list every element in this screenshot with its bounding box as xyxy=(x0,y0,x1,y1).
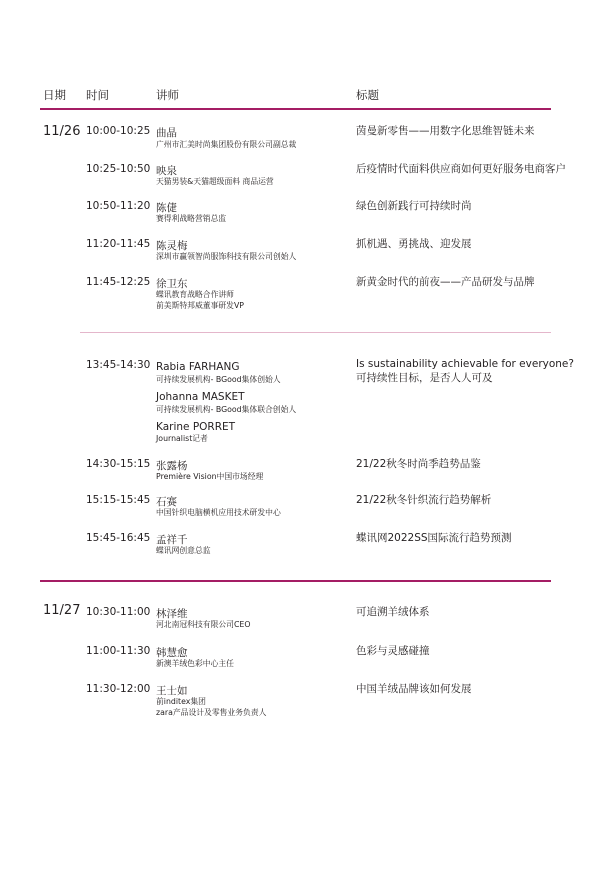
session-title: 中国羊绒品牌该如何发展 xyxy=(356,683,472,695)
session-title: 色彩与灵感碰撞 xyxy=(356,645,430,657)
speaker-name: 徐卫东 xyxy=(156,278,188,290)
session-title-zh: 可持续性目标，是否人人可及 xyxy=(356,372,493,384)
header-title: 标题 xyxy=(356,88,379,102)
speaker-role: zara产品设计及零售业务负责人 xyxy=(156,708,267,717)
speaker-role: 赛得利战略营销总监 xyxy=(156,214,227,223)
speaker-role: 蝶讯网创意总监 xyxy=(156,546,211,555)
speaker-role: 蝶讯教育战略合作讲师 xyxy=(156,290,234,299)
day-date: 11/27 xyxy=(43,603,81,618)
speaker-name: 陈灵梅 xyxy=(156,240,188,252)
speaker-name: 孟祥千 xyxy=(156,534,188,546)
speaker-name: Johanna MASKET xyxy=(156,391,245,403)
day-divider xyxy=(40,580,551,582)
speaker-name: 林泽维 xyxy=(156,608,188,620)
speaker-role: 可持续发展机构- BGood集体创始人 xyxy=(156,375,281,384)
session-time: 10:30-11:00 xyxy=(86,606,151,618)
speaker-name: 韩慧愈 xyxy=(156,647,188,659)
speaker-name: 石赛 xyxy=(156,496,177,508)
speaker-role: 中国针织电脑横机应用技术研发中心 xyxy=(156,508,281,517)
speaker-role: 广州市汇美时尚集团股份有限公司副总裁 xyxy=(156,140,297,149)
speaker-name: 映泉 xyxy=(156,165,177,177)
speaker-role: 深圳市赢领智尚服饰科技有限公司创始人 xyxy=(156,252,297,261)
session-title: 抓机遇、勇挑战、迎发展 xyxy=(356,238,472,250)
session-time: 11:30-12:00 xyxy=(86,683,151,695)
session-title: 21/22秋冬针织流行趋势解析 xyxy=(356,494,492,506)
session-time: 15:45-16:45 xyxy=(86,532,151,544)
header-time: 时间 xyxy=(86,88,109,102)
speaker-name: 张露杨 xyxy=(156,460,188,472)
speaker-name: 陈倢 xyxy=(156,202,177,214)
session-time: 13:45-14:30 xyxy=(86,359,151,371)
speaker-role: 天猫男装&天猫超级面料 商品运营 xyxy=(156,177,274,186)
session-title: 蝶讯网2022SS国际流行趋势预测 xyxy=(356,532,512,544)
session-title: 绿色创新践行可持续时尚 xyxy=(356,200,472,212)
speaker-role: Première Vision中国市场经理 xyxy=(156,472,264,481)
header-divider xyxy=(40,108,551,110)
session-title: 新黄金时代的前夜——产品研发与品牌 xyxy=(356,276,535,288)
speaker-name: Karine PORRET xyxy=(156,421,236,433)
speaker-role: 河北南冠科技有限公司CEO xyxy=(156,620,251,629)
speaker-name: 曲晶 xyxy=(156,127,177,139)
session-time: 15:15-15:45 xyxy=(86,494,151,506)
speaker-role: 前inditex集团 xyxy=(156,697,206,706)
header-date: 日期 xyxy=(43,88,66,102)
header-speaker: 讲师 xyxy=(156,88,179,102)
speaker-name: 王士如 xyxy=(156,685,188,697)
session-title: 茵曼新零售——用数字化思维智链未来 xyxy=(356,125,535,137)
speaker-role: Journalist记者 xyxy=(156,434,208,443)
session-title: 后疫情时代面料供应商如何更好服务电商客户 xyxy=(356,163,566,175)
day-date: 11/26 xyxy=(43,124,81,139)
speaker-role: 可持续发展机构- BGood集体联合创始人 xyxy=(156,405,297,414)
morning-afternoon-divider xyxy=(80,332,551,333)
session-time: 10:25-10:50 xyxy=(86,163,151,175)
session-title: 21/22秋冬时尚季趋势品鉴 xyxy=(356,458,481,470)
speaker-role: 新澳羊绒色彩中心主任 xyxy=(156,659,234,668)
session-time: 10:50-11:20 xyxy=(86,200,151,212)
session-time: 11:45-12:25 xyxy=(86,276,151,288)
session-time: 11:00-11:30 xyxy=(86,645,151,657)
session-time: 11:20-11:45 xyxy=(86,238,151,250)
speaker-name: Rabia FARHANG xyxy=(156,361,240,373)
speaker-role: 前美斯特邦威董事研发VP xyxy=(156,301,245,310)
session-time: 14:30-15:15 xyxy=(86,458,151,470)
session-title: Is sustainability achievable for everyone? xyxy=(356,358,574,370)
session-title: 可追溯羊绒体系 xyxy=(356,606,430,618)
session-time: 10:00-10:25 xyxy=(86,125,151,137)
